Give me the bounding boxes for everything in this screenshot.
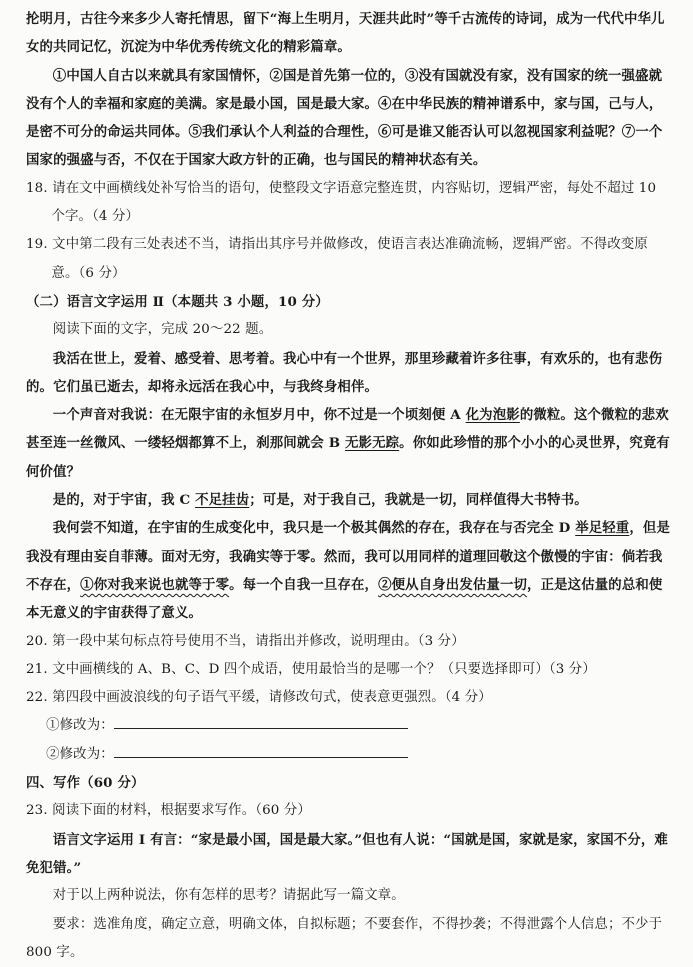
reading-paragraph-1: 我活在世上，爱着、感受着、思考着。我心中有一个世界，那里珍藏着许多往事，有欢乐的，也有悲伤的。它们虽已逝去，却将永远活在我心中，与我终身相伴。 — [26, 345, 671, 402]
idiom-b: 无影无踪 — [345, 435, 399, 451]
reading-paragraph-4 — [26, 514, 671, 627]
idiom-c: 不足挂齿 — [195, 492, 249, 508]
text-span: 一个声音对我说：在无限宇宙的永恒岁月中，你不过是一个顷刻便 A — [53, 407, 466, 423]
idiom-a: 化为泡影 — [466, 407, 520, 423]
question-22: 22. 第四段中画波浪线的句子语气平缓，请修改句式，使表意更强烈。（4 分） — [26, 684, 671, 712]
idiom-d: 举足轻重 — [575, 520, 629, 536]
reading-instruction: 阅读下面的文字，完成 20～22 题。 — [26, 316, 671, 344]
wavy-sentence-1: ①你对我来说也就等于零 — [80, 577, 229, 593]
wavy-sentence-2: ②便从自身出发估量一切 — [378, 577, 527, 593]
writing-requirements: 要求：选准角度，确定立意，明确文体，自拟标题；不要套作，不得抄袭；不得泄露个人信息；不少于 800 字。 — [26, 911, 671, 967]
text-span: 。每一个自我一旦存在， — [229, 577, 378, 593]
text-span: 我何尝不知道，在宇宙的生成变化中，我只是一个极其偶然的存在，我存在与否完全 D — [53, 520, 575, 536]
question-20: 20. 第一段中某句标点符号使用不当，请指出并修改，说明理由。（3 分） — [26, 628, 671, 656]
section-2-heading: （二）语言文字运用 Ⅱ（本题共 3 小题，10 分） — [26, 288, 671, 316]
text-span: ，正是这估量的总和使本无意义的宇宙获得了意义。 — [26, 577, 662, 621]
answer-blank-2[interactable] — [114, 742, 408, 758]
passage-continuation: 抡明月，古往今来多少人寄托情思，留下“海上生明月，天涯共此时”等千古流传的诗词，成为一代代中华儿女的共同记忆，沉淀为中华优秀传统文化的精彩篇章。 — [26, 5, 671, 62]
writing-material: 语言文字运用 Ⅰ 有言：“家是最小国，国是最大家。”但也有人说：“国就是国，家就是家，家国不分，难免犯错。” — [26, 826, 671, 883]
text-span: 是的，对于宇宙，我 C — [53, 492, 195, 508]
question-23: 23. 阅读下面的材料，根据要求写作。（60 分） — [26, 797, 671, 825]
question-18: 18. 请在文中画横线处补写恰当的语句，使整段文字语意完整连贯，内容贴切，逻辑严密，每处不超过 10 个字。（4 分） — [26, 175, 671, 232]
reading-paragraph-2 — [26, 401, 671, 486]
answer-blank-1[interactable] — [114, 713, 408, 729]
text-span: 。你如此珍惜的那个小小的心灵世界，究竟有何价值？ — [26, 435, 670, 479]
text-span: ；可是，对于我自己，我就是一切，同样值得大书特书。 — [249, 492, 588, 508]
writing-prompt: 对于以上两种说法，你有怎样的思考？请据此写一篇文章。 — [26, 882, 671, 910]
question-21: 21. 文中画横线的 A、B、C、D 四个成语，使用最恰当的是哪一个？（只要选择即可）（3 分） — [26, 656, 671, 684]
reading-paragraph-3 — [26, 486, 671, 514]
answer-label-2: ②修改为： — [46, 747, 114, 762]
question-19: 19. 文中第二段有三处表述不当，请指出其序号并做修改，使语言表达准确流畅，逻辑严密。不得改变原意。（6 分） — [26, 231, 671, 288]
answer-line-1 — [26, 712, 671, 740]
passage-paragraph-2: ①中国人自古以来就具有家国情怀，②国是首先第一位的，③没有国就没有家，没有国家的统一强盛就没有个人的幸福和家庭的美满。家是最小国，国是最大家。④在中华民族的精神谱系中，家与国，己与人，是密不可分的命运共同体。⑤我们承认个人利益的合理性，⑥可是谁又能否认可以忽视国家利益呢？⑦一个国家的强盛与否，不仅在于国家大政方针的正确，也与国民的精神状态有关。 — [26, 62, 671, 175]
section-4-heading: 四、写作（60 分） — [26, 769, 671, 797]
text-span: ，但是我没有理由妄自菲薄。面对无穷，我确实等于零。然而，我可以用同样的道理回敬这个傲慢的宇宙：倘若我不存在， — [26, 520, 670, 593]
answer-line-2 — [26, 741, 671, 769]
text-span: 的微粒。这个微粒的悲欢甚至连一丝微风、一缕轻烟都算不上，刹那间就会 B — [26, 407, 669, 451]
answer-label-1: ①修改为： — [46, 718, 114, 733]
